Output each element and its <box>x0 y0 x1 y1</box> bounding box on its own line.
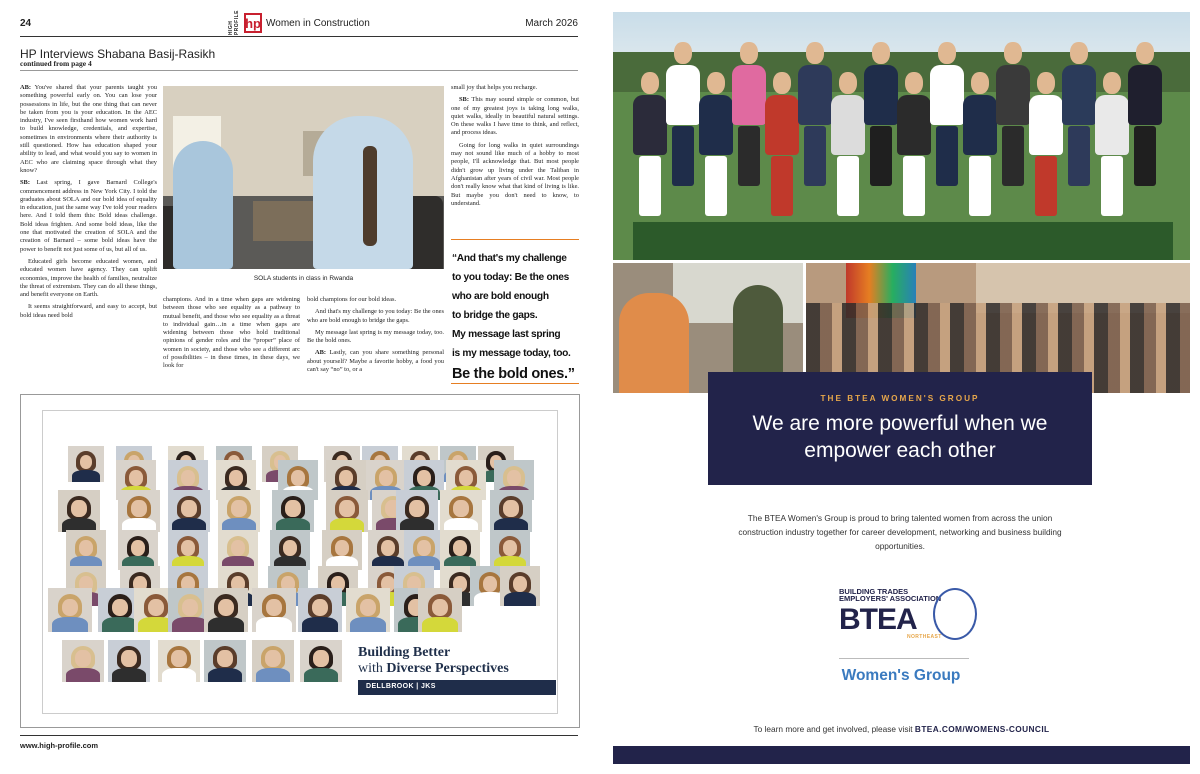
paragraph-text: You've shared that your parents taught you something powerful early on. You can lose your possessions in life, but the one thing that can never be taken from you is your education. In the AEC industry, I've seen firsthand how women work hard to build knowledge, credentials, and expertise, sometimes in environments where their authority is still questioned. How has education shaped your ability to lead, and what would you say to women in AEC who are claiming space through what they know? <box>20 84 157 174</box>
intro-text: The BTEA Women's Group is proud to bring talented women from across the union construction industry together for career development, networking and business building opportunities. <box>738 513 1062 551</box>
headshot-photo <box>418 588 462 632</box>
ad-title-line1: Building Better <box>358 645 451 660</box>
learn-more-text <box>613 724 1190 734</box>
golfer-figure <box>633 72 667 216</box>
pull-quote-bottom-rule <box>451 383 579 384</box>
paragraph-text: This may sound simple or common, but one of my greatest joys is taking long walks, quiet walks, ideally in beautiful natural settings. On these walks I have time to think, and reflect, and process ideas. <box>451 96 579 137</box>
paragraph <box>20 179 157 254</box>
btea-advertisement-page <box>613 0 1200 774</box>
headshot-photo <box>168 490 210 532</box>
article-column-1 <box>20 84 157 324</box>
footer-bar <box>613 746 1190 764</box>
paragraph <box>307 329 444 346</box>
pull-quote-emphasis: Be the bold ones.” <box>452 366 575 382</box>
btea-logo-line1: BUILDING TRADES <box>839 587 909 596</box>
ad-title-prefix: with <box>358 661 387 676</box>
headshot-photo <box>396 490 438 532</box>
headshot-photo <box>68 446 104 482</box>
paragraph <box>307 296 444 304</box>
pull-quote <box>452 249 580 384</box>
photo-caption: SOLA students in class in Rwanda <box>253 275 354 282</box>
golfer-figure <box>765 72 799 216</box>
golfer-figure <box>1062 42 1096 186</box>
article-heading: HP Interviews Shabana Basij-Rasikh <box>20 47 216 61</box>
issue-date: March 2026 <box>525 18 578 29</box>
headshot-photo <box>500 566 540 606</box>
paragraph-text: Last spring, I gave Barnard College's commencement address in New York City. I told the graduates about SOLA and our bold idea of equality in education, just the same way I've told your readers here. And I told them this: Bold ideas challenge. Bold ideas frighten. And some bold ideas, like the one that motivated the creation of SOLA and the creation of Barnard – some bold ideas have the power to benefit not just some of us, but all of us. <box>20 179 157 253</box>
golfer-figure <box>963 72 997 216</box>
womens-group-label: Women's Group <box>841 667 961 684</box>
hp-logo-icon: hp <box>244 13 262 33</box>
pull-quote-line: to bridge the gaps. <box>452 310 538 321</box>
golfer-figure <box>897 72 931 216</box>
headshot-photo <box>204 588 248 632</box>
btea-logo-line2: EMPLOYERS' ASSOCIATION <box>839 594 942 603</box>
btea-logo-text <box>839 588 941 602</box>
headshot-photo <box>404 530 444 570</box>
golfer-figure <box>699 72 733 216</box>
logo-divider <box>839 658 969 659</box>
headshot-photo <box>300 640 342 682</box>
golfer-figure <box>666 42 700 186</box>
speaker-label: AB: <box>20 84 32 91</box>
group-label: THE BTEA WOMEN'S GROUP <box>820 394 980 403</box>
btea-wordmark: BTEA <box>839 603 917 636</box>
masthead <box>228 12 370 34</box>
paragraph-text: bold champions for our bold ideas. <box>307 296 397 303</box>
headshot-photo <box>118 530 158 570</box>
headshot-photo <box>158 640 200 682</box>
continued-note: continued from page 4 <box>20 59 92 68</box>
pull-quote-line: is my message today, too. <box>452 348 571 359</box>
headshot-photo <box>218 530 258 570</box>
pull-quote-line: to you today: Be the ones <box>452 272 570 283</box>
header-divider <box>20 36 578 37</box>
headshot-photo <box>204 640 246 682</box>
golfer-figure <box>1095 72 1129 216</box>
golfer-figure <box>1029 72 1063 216</box>
headshot-photo <box>270 530 310 570</box>
rwanda-classroom-photo <box>163 86 444 269</box>
headline: We are more powerful when we empower each other <box>752 412 1048 462</box>
masthead-title: Women in Construction <box>266 17 370 29</box>
golfer-figure <box>798 42 832 186</box>
paragraph-text: Lastly, can you share something personal about yourself? Maybe a favorite hobby, a food you can't say “no” to, or a <box>307 349 444 374</box>
btea-region: NORTHEAST <box>907 634 942 640</box>
headshot-photo <box>490 530 530 570</box>
headshot-photo <box>322 530 362 570</box>
headshot-photo <box>490 490 532 532</box>
site-url-link[interactable]: www.high-profile.com <box>20 741 99 750</box>
bridge-arc-icon <box>933 588 977 640</box>
paragraph-text: And that's my challenge to you today: Be the ones who are bold enough to bridge the gaps. <box>307 308 444 324</box>
paragraph <box>163 296 300 371</box>
golfer-figure <box>1128 42 1162 186</box>
paragraph <box>451 96 579 137</box>
pull-quote-line: who are bold enough <box>452 291 549 302</box>
paragraph-text: My message last spring is my message today, too. Be the bold ones. <box>307 328 444 345</box>
paragraph <box>307 349 444 374</box>
page-number: 24 <box>20 18 32 29</box>
headshot-photo <box>272 490 314 532</box>
masthead-vertical-text: HIGH PROFILE <box>228 10 240 36</box>
paragraph <box>20 303 157 320</box>
article-column-4 <box>451 84 579 212</box>
golfer-figure <box>864 42 898 186</box>
btea-logo <box>839 588 979 648</box>
golfer-figure <box>732 42 766 186</box>
headshot-photo <box>368 530 408 570</box>
footer-divider <box>20 735 578 736</box>
subheader-divider <box>20 70 578 71</box>
paragraph <box>451 84 579 92</box>
headshot-photo <box>440 530 480 570</box>
speaker-label: AB: <box>315 349 327 357</box>
learn-more-prefix: To learn more and get involved, please visit <box>753 724 915 734</box>
headshot-photo <box>108 640 150 682</box>
article-column-3 <box>307 296 444 378</box>
golfer-figure <box>930 42 964 186</box>
paragraph <box>20 84 157 175</box>
headshot-photo <box>58 490 100 532</box>
paragraph-text: champions. And in a time when gaps are widening between those who see equality as a pathway to mutual benefit, and those who see equality as a threat to individual gain…in a time when gaps are widening between those who hold traditional opinions of gender roles and the “proper” place of women in society, and those who see a different arc of possibilities – in these times, in these days, we look for <box>163 296 300 370</box>
paragraph <box>20 258 157 299</box>
speaker-label: SB: <box>459 96 469 104</box>
headshot-photo <box>252 588 296 632</box>
golfer-figure <box>831 72 865 216</box>
headshot-photo <box>440 490 482 532</box>
pull-quote-line: My message last spring <box>452 329 561 340</box>
paragraph-text: It seems straightforward, and easy to accept, but bold ideas need bold <box>20 303 157 319</box>
pull-quote-line: “And that's my challenge <box>452 253 567 264</box>
headshot-photo <box>218 490 260 532</box>
headshot-photo <box>66 530 106 570</box>
golf-group-photo <box>613 12 1190 260</box>
paragraph <box>451 142 579 208</box>
headshot-photo <box>298 588 342 632</box>
article-column-2 <box>163 296 300 375</box>
headshot-photo <box>346 588 390 632</box>
btea-website-link[interactable]: BTEA.COM/WOMENS-COUNCIL <box>914 724 1050 734</box>
headshot-photo <box>168 530 208 570</box>
headshot-photo <box>326 490 368 532</box>
golfer-figure <box>996 42 1030 186</box>
headshot-photo <box>62 640 104 682</box>
paragraph-text: Going for long walks in quiet surroundings may not sound like much of a hobby to most people, I'll acknowledge that. But most people didn't grow up living under the Taliban in Afghanistan after years of civil war. Most people don't really know what that kind of living is like. But maybe you don't need to know, to understand. <box>451 141 579 207</box>
dellbrook-jks-logo: DELLBROOK | JKS <box>358 680 556 695</box>
paragraph <box>307 308 444 325</box>
headshot-photo <box>118 490 160 532</box>
paragraph-text: Educated girls become educated women, and educated women have agency. They can uplift economies, improve the health of families, neutralize the threat of extremism. They can do all these things, and benefit everyone on Earth. <box>20 257 157 299</box>
headshot-photo <box>252 640 294 682</box>
speaker-label: SB: <box>20 179 30 187</box>
ad-title-line2 <box>358 661 509 677</box>
paragraph-text: small joy that helps you recharge. <box>451 84 538 91</box>
pull-quote-top-rule <box>451 239 579 240</box>
ad-title-bold: Diverse Perspectives <box>386 661 509 676</box>
headshot-photo <box>48 588 92 632</box>
